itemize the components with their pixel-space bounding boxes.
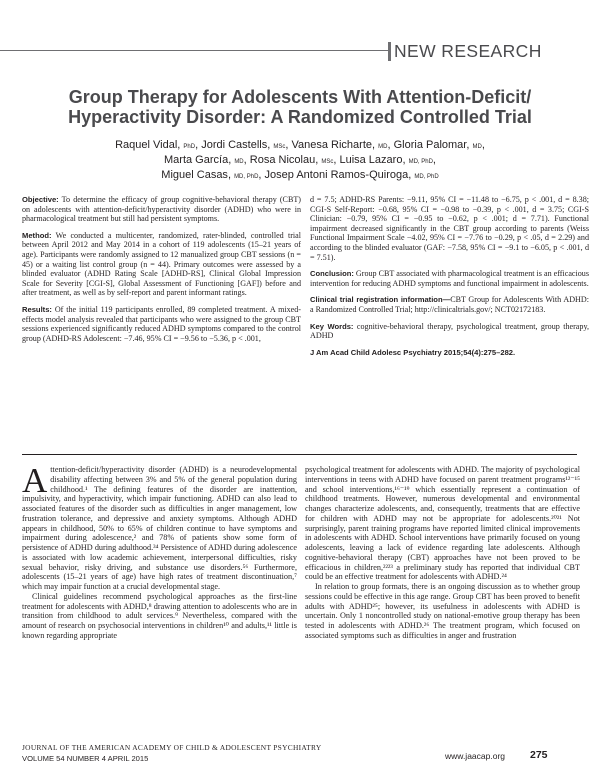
author-name: Luisa Lazaro xyxy=(339,154,403,167)
title-line-1: Group Therapy for Adolescents With Attention-Deficit/ xyxy=(68,87,532,107)
body-left-column xyxy=(22,461,297,641)
abstract-left-column xyxy=(22,195,301,350)
authors-line-2: Marta García, MD, Rosa Nicolau, MSc, Luisa Lazaro, MD, PhD, xyxy=(164,154,436,167)
author-degree: MD, PhD xyxy=(408,159,433,166)
trial-registration xyxy=(310,295,589,314)
method-text: We conducted a multicenter, randomized, rater-blinded, controlled trial between April 2012 and May 2014 in a cohort of 119 adolescents (15–21 years of age). Participants were randomly assigned to 12 manualized group CBT sessions (n = 45) or a waiting list control group (n = 44). Primary outcomes were assessed by a blinded evaluator (ADHD Rating Scale [ADHD-RS], Clinical Global Impression Scale for Severity [CGI-S], Global Assessment of Functioning [GAF]) before and after treatment, as well as by self-report and parent informant ratings. xyxy=(22,230,301,298)
page-number: 275 xyxy=(530,749,548,761)
author-name: Raquel Vidal xyxy=(115,139,178,151)
conclusion-text: Group CBT associated with pharmacological treatment is an efficacious intervention for reducing ADHD symptoms and functional impairment in adolescents. xyxy=(310,269,590,288)
author-degree: MD xyxy=(378,144,388,150)
objective-label: Objective: xyxy=(22,195,59,204)
author-degree: MD, PhD xyxy=(414,174,439,181)
body-paragraph: psychological treatment for adolescents with ADHD. The majority of psychological interventions in teens with ADHD have focused on parent treatment programs¹²⁻¹⁵ and school interventions,¹⁶⁻¹⁹ which essentially represent a continuation of childhood treatments. However, numerous developmental and environmental changes characterize adolescents, and, consequently, treatments that are effective for children with ADHD may not be appropriate for adolescents.²⁰²¹ Not surprisingly, parent training programs have reported limited clinical improvements in adolescents with ADHD. School interventions have primarily focused on young adolescents, leaving a lack of evidence regarding late adolescents. Although cognitive-behavioral therapy (CBT) approaches have not been proved to be efficacious in children,²²²³ a preliminary study has reported that individual CBT could be an effective treatment for adolescents with ADHD.²⁴ xyxy=(305,465,580,582)
header-bar xyxy=(388,42,391,61)
citation: J Am Acad Child Adolesc Psychiatry 2015;54(4):275–282. xyxy=(310,347,516,357)
body-paragraph: In relation to group formats, there is an ongoing discussion as to whether group sessions could be effective in this age range. Group CBT has been proved to benefit adults with ADHD²⁵; however, its usefulness in adolescents with ADHD is uncertain. Only 1 noncontrolled study on national-emotive group therapy has been tested in adolescents with ADHD.²⁶ The treatment program, which focused on associated symptoms such as difficulties in anger and frustration xyxy=(305,582,580,640)
author-degree: MSc xyxy=(321,159,334,166)
author-degree: MD xyxy=(234,159,244,166)
author-degree: MD, PhD xyxy=(234,174,259,181)
abstract-conclusion xyxy=(310,269,589,288)
section-divider xyxy=(22,454,577,455)
abstract-right-column xyxy=(310,195,589,357)
article-title xyxy=(40,87,560,127)
author-name: Rosa Nicolau xyxy=(249,154,316,167)
body-paragraph-text: ttention-deficit/hyperactivity disorder (ADHD) is a neurodevelopmental disability affecting between 3% and 5% of the general population during childhood.¹ The defining features of the disorder are inattention, impulsivity, and hyperactivity, which impair functioning. ADHD can also lead to associated features of the disorder such as difficulties in anger management, low frustration tolerance, and depressive and anxiety symptoms. Although ADHD appears in childhood, 50% to 65% of children continue to have symptoms and impairment during adolescence,² and 78% of patients show some form of persistence of ADHD during adulthood.³⁴ Persistence of ADHD during adolescence is associated with low academic achievement, interpersonal difficulties, risky sexual behavior, risky driving, and substance use disorders.⁵⁶ Furthermore, adolescents (15–21 years of age) have high rates of treatment discontinuation,⁷ which may impair function at a crucial developmental stage. xyxy=(22,465,297,591)
body-paragraph: Clinical guidelines recommend psychological approaches as the first-line treatment for adolescents with ADHD,⁸ drawing attention to adolescents who are in transition from childhood to adult services.⁹ Nevertheless, compared with the amount of research on psychosocial interventions in children¹⁰ and adults,¹¹ little is known regarding appropriate xyxy=(22,591,297,640)
header-rule xyxy=(0,50,388,51)
trial-label: Clinical trial registration information— xyxy=(310,295,451,305)
footer-volume: VOLUME 54 NUMBER 4 APRIL 2015 xyxy=(22,754,149,763)
footer-journal-name: JOURNAL OF THE AMERICAN ACADEMY OF CHILD & ADOLESCENT PSYCHIATRY xyxy=(22,743,322,752)
method-label: Method: xyxy=(22,230,52,240)
trial-text: CBT Group for Adolescents With ADHD: a Randomized Controlled Trial; http://clinicaltrials.gov/; NCT02172183. xyxy=(310,295,589,314)
keywords-label: Key Words: xyxy=(310,321,354,331)
abstract-results xyxy=(22,305,301,343)
author-name: Josep Antoni Ramos-Quiroga xyxy=(264,169,409,182)
keywords xyxy=(310,322,589,341)
author-degree: MSc xyxy=(273,144,286,150)
authors-line-1: Raquel Vidal, PhD, Jordi Castells, MSc, Vanesa Richarte, MD, Gloria Palomar, MD, xyxy=(115,139,485,151)
keywords-text: cognitive-behavioral therapy, psychological treatment, group therapy, ADHD xyxy=(310,321,589,341)
title-line-2: Hyperactivity Disorder: A Randomized Controlled Trial xyxy=(68,107,532,127)
conclusion-label: Conclusion: xyxy=(310,269,354,279)
author-name: Gloria Palomar xyxy=(393,139,467,151)
results-label: Results: xyxy=(22,304,52,314)
drop-cap: A xyxy=(22,461,48,500)
section-label: NEW RESEARCH xyxy=(394,41,542,61)
abstract-method xyxy=(22,231,301,298)
author-name: Miguel Casas xyxy=(161,169,228,182)
abstract-objective xyxy=(22,195,301,224)
author-list xyxy=(50,139,550,185)
author-name: Vanesa Richarte xyxy=(291,139,372,151)
author-degree: MD xyxy=(472,144,482,150)
body-paragraph xyxy=(22,461,297,592)
results-text: Of the initial 119 participants enrolled, 89 completed treatment. A mixed-effects model analysis revealed that participants who were assigned to the group CBT sessions experienced significantly reduced ADHD symptoms compared to the control group (ADHD-RS Adolescent: −7.46, 95% CI = −9.56 to −5.36, p < .001, xyxy=(22,304,302,343)
author-name: Marta García xyxy=(164,154,229,167)
body-right-column xyxy=(305,465,580,641)
footer-url-link[interactable]: www.jaacap.org xyxy=(445,751,506,761)
results-continued: d = 7.5; ADHD-RS Parents: −9.11, 95% CI = −11.48 to −6.75, p < .001, d = 8.38; CGI-S Self-Report: −0.68, 95% CI = −0.98 to −0.39, p < .001, d = 3.75; CGI-S Clinician: −0.79, 95% CI = −0.95 to −0.62, p < .001; d = 7.71). Functional impairment decreased significantly in the CBT group according to parents (Weiss Functional Impairment Scale −4.02, 95% CI = −7.76 to −0.29, p < .05, d = 2.29) and according to the blinded evaluator (GAF: −7.58, 95% CI = −9.1 to −6.05, p < .001, d = 7.51). xyxy=(310,195,589,262)
objective-text: To determine the efficacy of group cognitive-behavioral therapy (CBT) on adolescents with attention-deficit/hyperactivity disorder (ADHD) who were in pharmacological treatment but still had persistent symptoms. xyxy=(22,195,301,224)
authors-line-3: Miguel Casas, MD, PhD, Josep Antoni Ramos-Quiroga, MD, PhD xyxy=(161,169,439,182)
author-name: Jordi Castells xyxy=(201,139,268,151)
author-degree: PhD xyxy=(183,144,196,150)
